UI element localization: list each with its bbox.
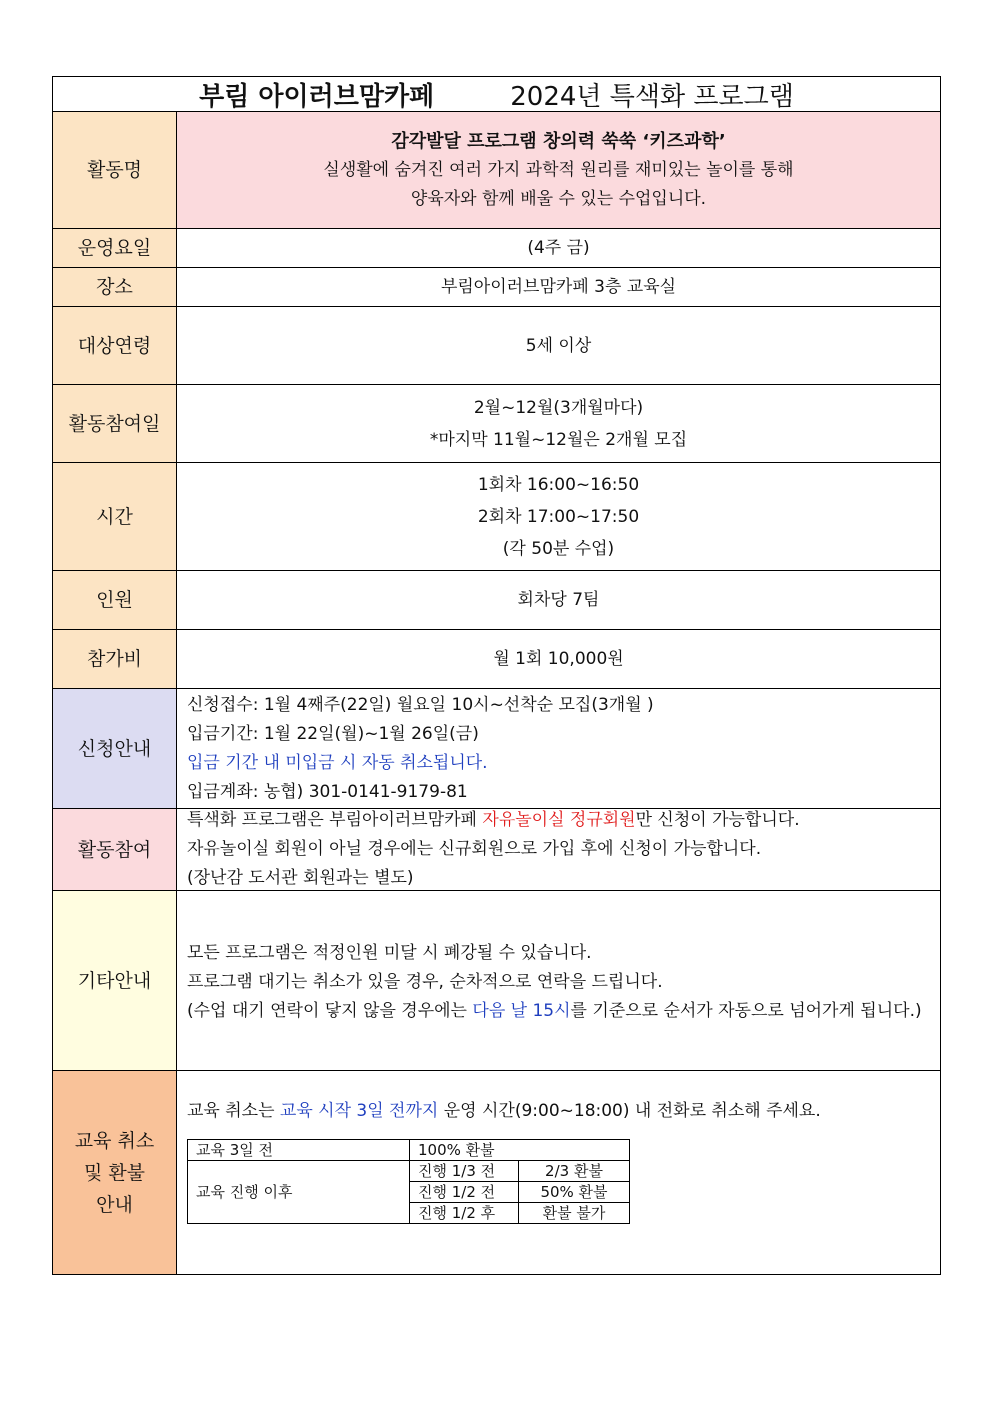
value-etc	[177, 891, 940, 1070]
activity-desc-2: 양육자와 함께 배울 수 있는 수업입니다.	[410, 188, 707, 209]
etc-line-1: 모든 프로그램은 적정인원 미달 시 폐강될 수 있습니다.	[187, 942, 592, 963]
join-line-2: 자유놀이실 회원이 아닐 경우에는 신규회원으로 가입 후에 신청이 가능합니다.	[187, 839, 762, 859]
value-fee: 월 1회 10,000원	[493, 649, 624, 669]
row-fee	[53, 630, 940, 689]
value-period	[177, 385, 940, 462]
refund-cell: 100% 환불	[410, 1140, 630, 1161]
label-cancel	[53, 1071, 177, 1274]
page-title	[53, 77, 940, 112]
join-line-1c: 만 신청이 가능합니다.	[635, 810, 800, 830]
label-place: 장소	[53, 268, 177, 306]
refund-cell: 교육 3일 전	[188, 1140, 410, 1161]
cancel-text-c: 운영 시간(9:00~18:00) 내 전화로 취소해 주세요.	[438, 1101, 821, 1121]
join-line-3: (장난감 도서관 회원과는 별도)	[187, 868, 414, 888]
etc-line-3c: 를 기준으로 순서가 자동으로 넘어가게 됩니다.)	[570, 1000, 922, 1021]
title-program: 2024년 특색화 프로그램	[510, 81, 794, 112]
activity-name: 감각발달 프로그램 창의력 쑥쑥 ‘키즈과학’	[391, 130, 726, 152]
label-etc: 기타안내	[53, 891, 177, 1070]
label-period: 활동참여일	[53, 385, 177, 462]
title-brand: 부림 아이러브맘카페	[199, 81, 435, 112]
refund-cell: 2/3 환불	[519, 1161, 630, 1182]
cancel-text-a: 교육 취소는	[187, 1101, 280, 1121]
label-age: 대상연령	[53, 307, 177, 384]
cancel-label-1: 교육 취소	[74, 1129, 155, 1152]
refund-row	[188, 1140, 630, 1161]
time-line-2: 2회차 17:00~17:50	[477, 506, 640, 527]
value-apply	[177, 689, 940, 808]
refund-cell: 50% 환불	[519, 1182, 630, 1203]
time-line-3: (각 50분 수업)	[502, 538, 615, 559]
period-line-1: 2월~12월(3개월마다)	[473, 397, 644, 418]
refund-cell: 진행 1/2 후	[410, 1203, 519, 1224]
row-period	[53, 385, 940, 463]
row-apply	[53, 689, 940, 809]
time-line-1: 1회차 16:00~16:50	[477, 474, 640, 495]
row-place	[53, 268, 940, 307]
value-cancel	[177, 1071, 940, 1274]
label-time: 시간	[53, 463, 177, 570]
apply-line-3: 입금 기간 내 미입금 시 자동 취소됩니다.	[187, 752, 488, 773]
value-age: 5세 이상	[525, 335, 592, 356]
label-join: 활동참여	[53, 809, 177, 890]
value-place: 부림아이러브맘카페 3층 교육실	[440, 277, 677, 297]
etc-line-3b: 다음 날 15시	[472, 1000, 571, 1021]
cancel-text-b: 교육 시작 3일 전까지	[279, 1101, 439, 1121]
activity-desc-1: 실생활에 숨겨진 여러 가지 과학적 원리를 재미있는 놀이를 통해	[323, 159, 794, 180]
refund-cell: 환불 불가	[519, 1203, 630, 1224]
value-day: (4주 금)	[527, 238, 590, 258]
cancel-label-3: 안내	[96, 1193, 133, 1216]
cancel-text	[187, 1095, 821, 1127]
refund-table	[187, 1139, 630, 1224]
etc-line-2: 프로그램 대기는 취소가 있을 경우, 순차적으로 연락을 드립니다.	[187, 971, 663, 992]
refund-cell: 진행 1/3 전	[410, 1161, 519, 1182]
apply-line-2: 입금기간: 1월 22일(월)~1월 26일(금)	[187, 723, 479, 744]
row-activity	[53, 112, 940, 229]
row-etc	[53, 891, 940, 1071]
refund-cell: 진행 1/2 전	[410, 1182, 519, 1203]
refund-row	[188, 1161, 630, 1182]
value-people: 회차당 7팀	[517, 590, 600, 610]
cancel-label-2: 및 환불	[83, 1161, 146, 1184]
apply-line-1: 신청접수: 1월 4째주(22일) 월요일 10시~선착순 모집(3개월 )	[187, 694, 654, 715]
apply-line-4: 입금계좌: 농협) 301-0141-9179-81	[187, 781, 468, 802]
label-apply: 신청안내	[53, 689, 177, 808]
row-cancel	[53, 1071, 940, 1274]
label-activity: 활동명	[53, 112, 177, 228]
value-join	[177, 809, 940, 890]
row-people	[53, 571, 940, 630]
join-line-1b: 자유놀이실 정규회원	[482, 810, 636, 830]
label-fee: 참가비	[53, 630, 177, 688]
refund-cell: 교육 진행 이후	[188, 1161, 410, 1224]
join-line-1a: 특색화 프로그램은 부림아이러브맘카페	[187, 810, 483, 830]
program-sheet	[52, 76, 941, 1275]
row-age	[53, 307, 940, 385]
etc-line-3a: (수업 대기 연락이 닿지 않을 경우에는	[187, 1000, 473, 1021]
value-time	[177, 463, 940, 570]
period-line-2: *마지막 11월~12월은 2개월 모집	[429, 429, 688, 450]
value-activity	[177, 112, 940, 228]
row-join	[53, 809, 940, 891]
label-people: 인원	[53, 571, 177, 629]
etc-line-3	[187, 999, 922, 1023]
label-day: 운영요일	[53, 229, 177, 267]
join-line-1	[187, 806, 800, 835]
row-day	[53, 229, 940, 268]
row-time	[53, 463, 940, 571]
